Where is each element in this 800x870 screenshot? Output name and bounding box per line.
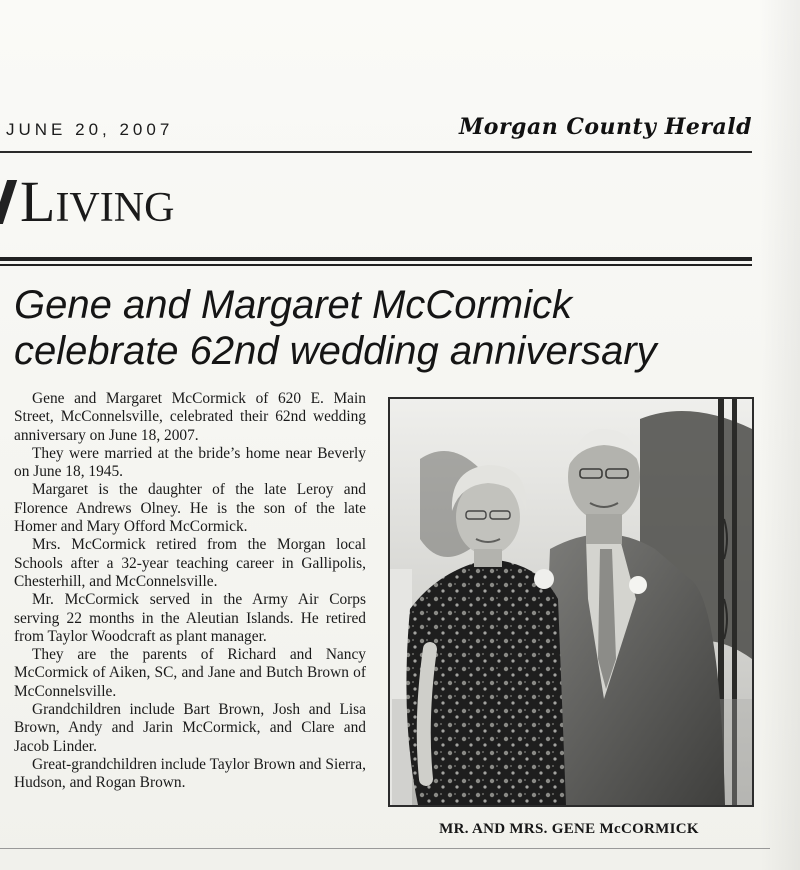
article-headline	[14, 282, 754, 374]
section-title-rest: IVING	[55, 185, 175, 231]
paragraph: Grandchildren include Bart Brown, Josh and Lisa Brown, Andy and Jarin McCormick, and Clare and Jacob Linder.	[14, 701, 366, 755]
paragraph: Mrs. McCormick retired from the Morgan local Schools after a 32-year teaching career in Gallipolis, Chesterhill, and McConnelsville.	[14, 536, 366, 590]
issue-date: JUNE 20, 2007	[6, 120, 174, 139]
header-rule	[0, 151, 752, 153]
paragraph: They were married at the bride’s home near Beverly on June 18, 1945.	[14, 444, 366, 481]
page-bottom-rule	[0, 848, 770, 849]
paragraph: They are the parents of Richard and Nancy McCormick of Aiken, SC, and Jane and Butch Brown of McConnelsville.	[14, 646, 366, 700]
couple-photo-illustration	[390, 399, 752, 805]
man-neck	[586, 514, 622, 544]
section-title-initial: L	[20, 169, 56, 234]
paragraph: Great-grandchildren include Taylor Brown and Sierra, Hudson, and Rogan Brown.	[14, 755, 366, 792]
woman-arm	[424, 649, 430, 779]
scan-edge-shadow	[760, 0, 800, 870]
newspaper-masthead: Morgan County Herald	[458, 114, 752, 140]
headline-line-1: Gene and Margaret McCormick	[14, 283, 572, 327]
corsage	[534, 569, 554, 589]
article-body	[14, 390, 366, 793]
section-lead-mark	[0, 180, 17, 224]
section-title	[0, 168, 174, 235]
headline-line-2: celebrate 62nd wedding anniversary	[14, 329, 657, 373]
section-double-rule	[0, 257, 752, 266]
couple-photo	[388, 397, 754, 807]
woman-neck	[474, 549, 502, 567]
paragraph: Gene and Margaret McCormick of 620 E. Main Street, McConnelsville, celebrated their 62nd wedding anniversary on June 18, 2007.	[14, 390, 366, 444]
photo-caption: MR. AND MRS. GENE McCORMICK	[439, 821, 699, 837]
paragraph: Margaret is the daughter of the late Leroy and Florence Andrews Olney. He is the son of the late Homer and Mary Offord McCormick.	[14, 481, 366, 536]
boutonniere	[629, 576, 647, 594]
paragraph: Mr. McCormick served in the Army Air Corps serving 22 months in the Aleutian Islands. He retired from Taylor Woodcraft as plant manager.	[14, 591, 366, 645]
